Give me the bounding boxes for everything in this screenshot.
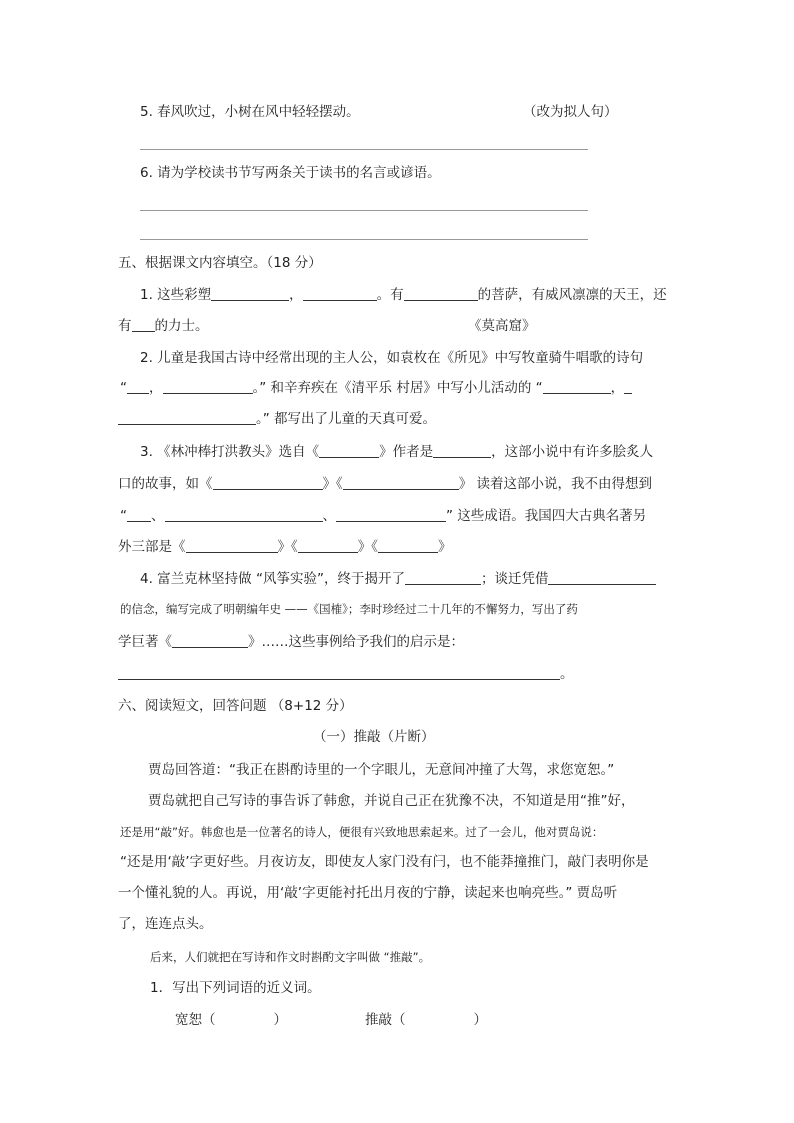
- item-5-1-line-1: 1. 这些彩塑 ， 。有 的菩萨，有威风凛凛的天王，还: [140, 287, 667, 303]
- blank[interactable]: [319, 443, 379, 458]
- blank[interactable]: [172, 633, 248, 648]
- item-5-3-line-3: “ 、 、 ” 这些成语。我国四大古典名著另: [120, 508, 647, 524]
- blank[interactable]: [165, 507, 323, 522]
- item-5-1-line-2: 有 的力士。: [118, 318, 209, 334]
- section-6-heading: 六、阅读短文，回答问题 （8+12 分）: [118, 698, 353, 714]
- item-5-3-line-2: 口的故事，如《 》《 》 读着这部小说，我不由得想到: [118, 476, 653, 492]
- item-5-4-line-1: 4. 富兰克林坚持做 “风筝实验”，终于揭开了 ；谈迁凭借: [140, 569, 656, 589]
- item-5-3-line-4: 外三部是《 》《 》《 》: [118, 539, 452, 555]
- blank[interactable]: [404, 286, 478, 301]
- question-5: 5. 春风吹过，小树在风中轻轻摆动。: [140, 104, 360, 120]
- lesson-source: 《莫高窟》: [468, 318, 536, 334]
- blank[interactable]: [624, 379, 632, 394]
- question-6: 6. 请为学校读书节写两条关于读书的名言或谚语。: [140, 165, 441, 181]
- blank[interactable]: [298, 538, 358, 553]
- blank[interactable]: [213, 475, 323, 490]
- blank[interactable]: [433, 443, 491, 458]
- blank[interactable]: [186, 538, 278, 553]
- synonym-item-2: 推敲（ ）: [365, 1012, 487, 1028]
- blank[interactable]: [336, 507, 446, 522]
- item-5-2-line-2: “ ， 。” 和辛弃疾在《清平乐 村居》中写小儿活动的 “ ，: [120, 378, 632, 398]
- blank[interactable]: [211, 286, 289, 301]
- answer-line-q6-2[interactable]: [140, 239, 588, 240]
- blank[interactable]: [343, 475, 459, 490]
- blank[interactable]: [378, 538, 438, 553]
- passage-paragraph-2-line-4: 一个懂礼貌的人。再说，用‘敲’字更能衬托出月夜的宁静，读起来也响亮些。” 贾岛听: [118, 885, 618, 901]
- blank[interactable]: [548, 570, 656, 585]
- item-5-4-line-3: 学巨著《 》……这些事例给予我们的启示是：: [118, 634, 464, 650]
- blank[interactable]: [127, 379, 149, 394]
- passage-paragraph-2-line-5: 了，连连点头。: [118, 916, 213, 932]
- blank[interactable]: [163, 379, 253, 394]
- item-5-4-line-2: 的信念，编写完成了明朝编年史 ——《国榷》；李时珍经过二十几年的不懈努力，写出了药: [120, 602, 578, 616]
- blank[interactable]: [405, 570, 481, 585]
- blank[interactable]: [118, 665, 560, 680]
- answer-line-q5[interactable]: [140, 149, 588, 150]
- passage-paragraph-2-line-1: 贾岛就把自己写诗的事告诉了韩愈，并说自己正在犹豫不决，不知道是用“推”好，: [148, 793, 635, 809]
- item-5-4-line-4: 。: [118, 664, 574, 684]
- blank[interactable]: [118, 410, 256, 425]
- synonym-item-1: 宽恕（ ）: [175, 1012, 287, 1028]
- blank[interactable]: [127, 507, 151, 522]
- passage-paragraph-2-line-3: “还是用‘敲’字更好些。月夜访友，即使友人家门没有闩，也不能莽撞推门，敲门表明你是: [120, 854, 649, 870]
- item-5-3-line-1: 3. 《林冲棒打洪教头》选自《 》作者是 ，这部小说中有许多脍炙人: [140, 444, 654, 460]
- item-5-2-line-1: 2. 儿童是我国古诗中经常出现的主人公，如袁枚在《所见》中写牧童骑牛唱歌的诗句: [140, 350, 644, 366]
- item-5-2-line-3: 。” 都写出了儿童的天真可爱。: [118, 409, 436, 429]
- reading-question-1: 1．写出下列词语的近义词。: [150, 980, 321, 996]
- blank[interactable]: [543, 379, 611, 394]
- answer-line-q6-1[interactable]: [140, 210, 588, 211]
- passage-paragraph-3: 后来，人们就把在写诗和作文时斟酌文字叫做 “推敲”。: [150, 950, 431, 964]
- blank[interactable]: [132, 317, 155, 332]
- question-5-instruction: （改为拟人句）: [523, 104, 618, 120]
- section-5-heading: 五、根据课文内容填空。（18 分）: [118, 255, 322, 271]
- blank[interactable]: [303, 286, 377, 301]
- passage-title: （一）推敲（片断）: [313, 729, 435, 745]
- passage-paragraph-2-line-2: 还是用“敲”好。韩愈也是一位著名的诗人，便很有兴致地思索起来。过了一会儿，他对贾岛说：: [120, 825, 604, 839]
- passage-paragraph-1: 贾岛回答道：“我正在斟酌诗里的一个字眼儿，无意间冲撞了大驾，求您宽恕。”: [148, 762, 615, 778]
